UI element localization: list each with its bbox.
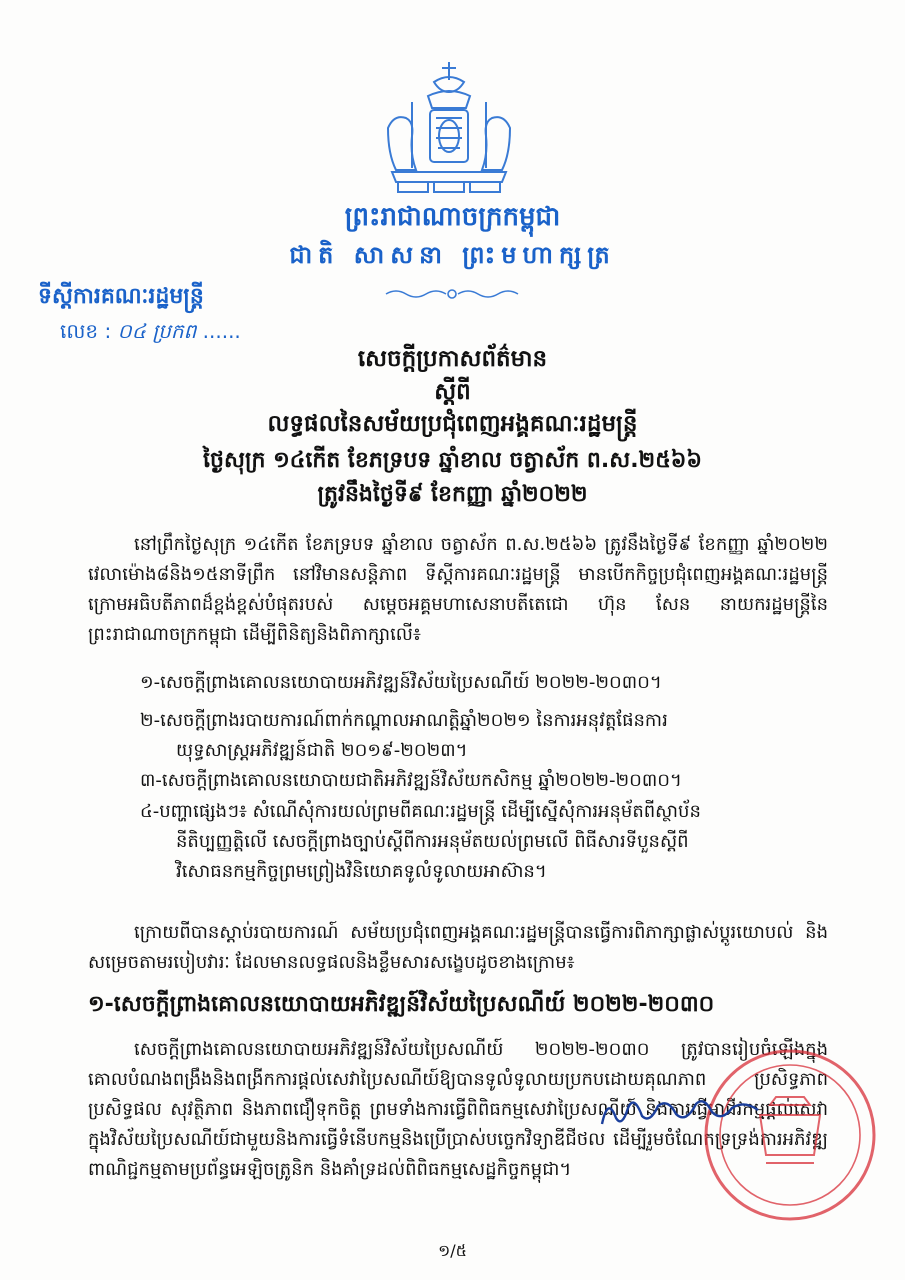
agenda-item-2-continued: យុទ្ធសាស្ត្រអភិវឌ្ឍន៍ជាតិ ២០១៩-២០២៣។ <box>176 740 468 761</box>
issuing-ministry: ទីស្តីការគណៈរដ្ឋមន្ត្រី <box>38 284 204 309</box>
agenda-item-4-continued-2: វិសោធនកម្មកិច្ចព្រមព្រៀងវិនិយោគទូលំទូលាយអាស៊ាន។ <box>176 861 547 882</box>
document-title: សេចក្តីប្រកាសព័ត៌មាន <box>357 346 548 372</box>
royal-emblem-icon <box>372 58 526 196</box>
agenda-item-3: ៣-សេចក្តីព្រាងគោលនយោបាយជាតិអភិវឌ្ឍន៍វិស័យកសិកម្ម ឆ្នាំ២០២២-២០៣០។ <box>140 770 682 791</box>
kingdom-title: ព្រះរាជាណាចក្រកម្ពុជា <box>344 202 561 232</box>
summary-paragraph: ក្រោយពីបានស្តាប់របាយការណ៍ សម័យប្រជុំពេញអង្គគណៈរដ្ឋមន្ត្រីបានធ្វើការពិភាក្សាផ្លាស់ប្តូរយោបល់ និងសម្រេចតាមរបៀបវារៈ ដែលមានលទ្ធផលនិងខ្លឹមសារសង្ខេបដូចខាងក្រោម៖ <box>88 922 828 973</box>
official-seal-icon <box>700 1045 880 1225</box>
section-1-paragraph: សេចក្តីព្រាងគោលនយោបាយអភិវឌ្ឍន៍វិស័យប្រៃសណីយ៍ ២០២២-២០៣០ ត្រូវបានរៀបចំឡើងក្នុងគោលបំណងពង្រឹងនិងពង្រីកការផ្តល់សេវាប្រៃសណីយ៍ឱ្យបានទូលំទូលាយប្រកបដោយគុណភាព ប្រសិទ្ធភាព ប្រសិទ្ធផល សុវត្ថិភាព និងភាពជឿទុកចិត្ត ព្រមទាំងការធ្វើពិពិធកម្មសេវាប្រៃសណីយ៍ និងការធ្វើអាជីវកម្មផ្តល់សេវាក្នុងវិស័យប្រៃសណីយ៍ជាមួយនិងការធ្វើទំនើបកម្មនិងប្រើប្រាស់បច្ចេកវិទ្យាឌីជីថល ដើម្បីរួមចំណែកទ្រទ្រង់ការអភិវឌ្ឍពាណិជ្ជកម្មតាមប្រព័ន្ធអេឡិចត្រូនិក និងគាំទ្រដល់ពិពិធកម្មសេដ្ឋកិច្ចកម្ពុជា។ <box>88 1039 828 1180</box>
agenda-item-2: ២-សេចក្តីព្រាងរបាយការណ៍ពាក់កណ្តាលអាណត្តិឆ្នាំ២០២១ នៃការអនុវត្តផែនការ <box>140 710 668 731</box>
reference-number <box>60 318 241 348</box>
signature-icon <box>598 1088 763 1132</box>
agenda-item-4: ៤-បញ្ហាផ្សេងៗ៖ សំណើសុំការយល់ព្រមពីគណៈរដ្ឋមន្ត្រី ដើម្បីស្នើសុំការអនុម័តពីស្ថាប័ន <box>140 801 701 822</box>
document-subject: លទ្ធផលនៃសម័យប្រជុំពេញអង្គគណៈរដ្ឋមន្ត្រី <box>267 411 638 437</box>
page-number: ១/៥ <box>438 1241 467 1260</box>
lunar-date: ថ្ងៃសុក្រ ១៤កើត ខែភទ្របទ ឆ្នាំខាល ចត្វាស័ក ព.ស.២៥៦៦ <box>203 448 702 473</box>
gregorian-date: ត្រូវនឹងថ្ងៃទី៩ ខែកញ្ញា ឆ្នាំ២០២២ <box>317 482 588 507</box>
national-motto: ជាតិ សាសនា ព្រះមហាក្សត្រ <box>289 241 616 269</box>
agenda-item-1: ១-សេចក្តីព្រាងគោលនយោបាយអភិវឌ្ឍន៍វិស័យប្រៃសណីយ៍ ២០២២-២០៣០។ <box>140 672 662 693</box>
reference-value: ០៤ ប្រកព <box>117 319 197 343</box>
document-title-about: ស្តីពី <box>434 379 471 405</box>
ornament-divider-icon <box>382 286 522 302</box>
section-1-heading: ១-សេចក្តីព្រាងគោលនយោបាយអភិវឌ្ឍន៍វិស័យប្រៃសណីយ៍ ២០២២-២០៣០ <box>88 992 715 1017</box>
agenda-item-4-continued: នីតិប្បញ្ញត្តិលើ សេចក្តីព្រាងច្បាប់ស្តីពីការអនុម័តយល់ព្រមលើ ពិធីសារទីបួនស្តីពី <box>176 831 689 852</box>
reference-label: លេខ : <box>60 319 112 343</box>
intro-paragraph: នៅព្រឹកថ្ងៃសុក្រ ១៤កើត ខែភទ្របទ ឆ្នាំខាល ចត្វាស័ក ព.ស.២៥៦៦ ត្រូវនឹងថ្ងៃទី៩ ខែកញ្ញា ឆ្នាំ២០២២ វេលាម៉ោង៨និង១៥នាទីព្រឹក នៅវិមានសន្តិភាព ទីស្តីការគណៈរដ្ឋមន្ត្រី មានបើកកិច្ចប្រជុំពេញអង្គគណៈរដ្ឋមន្ត្រី ក្រោមអធិបតីភាពដ៏ខ្ពង់ខ្ពស់បំផុតរបស់ សម្តេចអគ្គមហាសេនាបតីតេជោ ហ៊ុន សែន នាយករដ្ឋមន្ត្រីនៃព្រះរាជាណាចក្រកម្ពុជា ដើម្បីពិនិត្យនិងពិភាក្សាលើ៖ <box>88 534 828 645</box>
reference-dots: ...... <box>202 319 241 343</box>
